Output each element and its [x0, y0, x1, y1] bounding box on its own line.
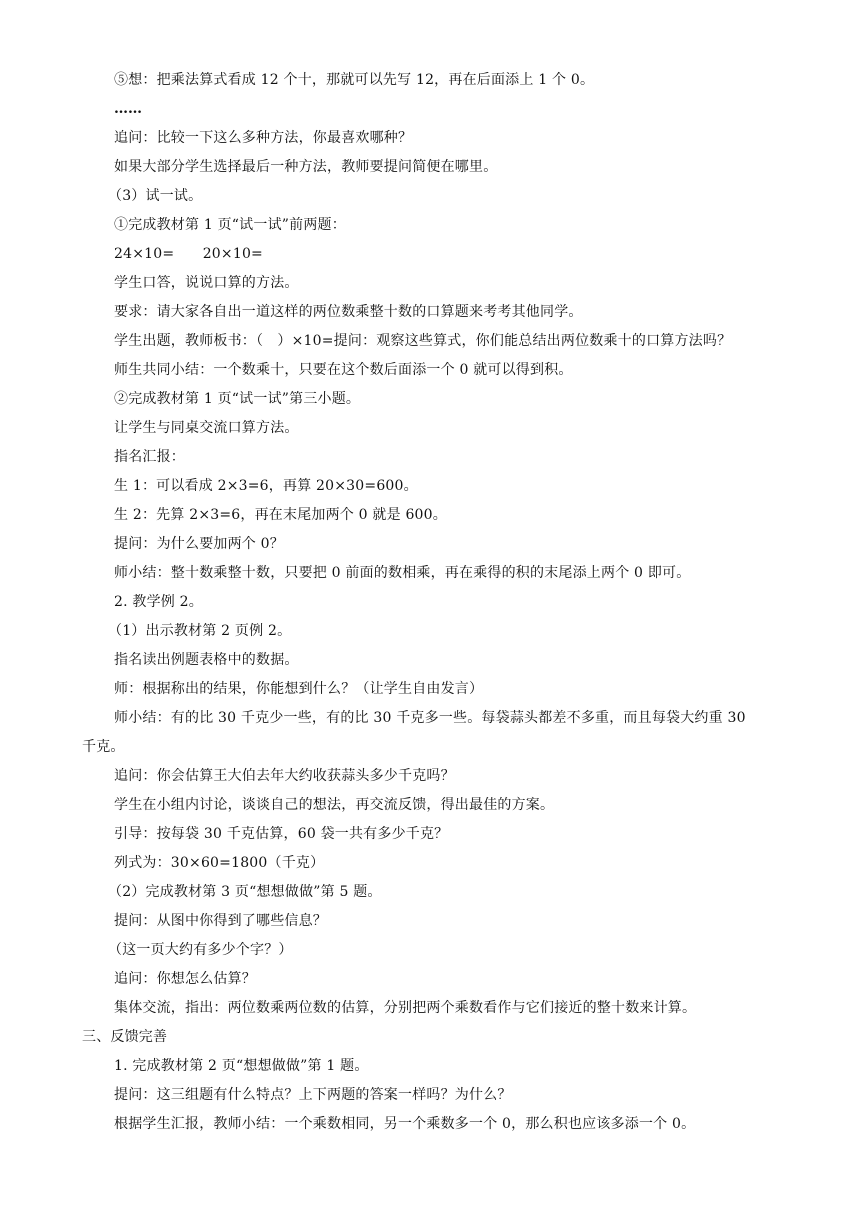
- paragraph-student-2: 生 2：先算 2×3=6，再在末尾加两个 0 就是 600。: [114, 507, 447, 523]
- paragraph-requirement: 要求：请大家各自出一道这样的两位数乘整十数的口算题来考考其他同学。: [114, 304, 583, 320]
- paragraph-features-question: 提问：这三组题有什么特点？上下两题的答案一样吗？为什么？: [114, 1087, 512, 1103]
- paragraph-info-question: 提问：从图中你得到了哪些信息？: [114, 913, 327, 929]
- paragraph-summary-3-cont: 千克。: [82, 739, 125, 755]
- subheading-example-2: （1）出示教材第 2 页例 2。: [108, 623, 292, 639]
- paragraph-task-2: ②完成教材第 1 页“试一试”第三小题。: [114, 391, 361, 407]
- paragraph-task-1: ①完成教材第 1 页“试一试”前两题：: [114, 217, 346, 233]
- paragraph-method-5: ⑤想：把乘法算式看成 12 个十，那就可以先写 12，再在后面添上 1 个 0。: [114, 72, 595, 88]
- paragraph-exercise-1: 1. 完成教材第 2 页“想想做做”第 1 题。: [114, 1058, 369, 1074]
- paragraph-guide: 引导：按每袋 30 千克估算，60 袋一共有多少千克？: [114, 826, 449, 842]
- paragraph-teacher-ask: 师：根据称出的结果，你能想到什么？（让学生自由发言）: [114, 681, 484, 697]
- heading-example-2: 2. 教学例 2。: [114, 594, 203, 610]
- paragraph-collective: 集体交流，指出：两位数乘两位数的估算，分别把两个乘数看作与它们接近的整十数来计算。: [114, 1000, 697, 1016]
- ellipsis-line: ……: [114, 101, 142, 117]
- paragraph-question-zeros: 提问：为什么要加两个 0？: [114, 536, 284, 552]
- paragraph-read-table: 指名读出例题表格中的数据。: [114, 652, 299, 668]
- paragraph-followup-question: 追问：比较一下这么多种方法，你最喜欢哪种？: [114, 130, 413, 146]
- paragraph-equations: 24×10= 20×10=: [114, 246, 263, 262]
- subheading-try: （3）试一试。: [108, 188, 203, 204]
- paragraph-word-count: （这一页大约有多少个字？）: [108, 942, 293, 958]
- paragraph-summary-1: 师生共同小结：一个数乘十，只要在这个数后面添一个 0 就可以得到积。: [114, 362, 573, 378]
- paragraph-report: 指名汇报：: [114, 449, 185, 465]
- paragraph-final-summary: 根据学生汇报，教师小结：一个乘数相同，另一个乘数多一个 0，那么积也应该多添一个 0。: [114, 1116, 696, 1132]
- paragraph-summary-3: 师小结：有的比 30 千克少一些，有的比 30 千克多一些。每袋蒜头都差不多重，而且每袋大约重 30: [114, 710, 746, 726]
- paragraph-followup-estimate: 追问：你会估算王大伯去年大约收获蒜头多少千克吗？: [114, 768, 455, 784]
- paragraph-formula: 列式为：30×60=1800（千克）: [114, 855, 325, 871]
- paragraph-student-1: 生 1：可以看成 2×3=6，再算 20×30=600。: [114, 478, 418, 494]
- section-heading-feedback: 三、反馈完善: [82, 1029, 168, 1045]
- paragraph-student-questions: 学生出题，教师板书：（ ）×10=提问：观察这些算式，你们能总结出两位数乘十的口算方法吗？: [114, 333, 732, 349]
- paragraph-summary-2: 师小结：整十数乘整十数，只要把 0 前面的数相乘，再在乘得的积的末尾添上两个 0 即可。: [114, 565, 691, 581]
- subheading-exercise-5: （2）完成教材第 3 页“想想做做”第 5 题。: [108, 884, 382, 900]
- paragraph-exchange: 让学生与同桌交流口算方法。: [114, 420, 299, 436]
- paragraph-teacher-note: 如果大部分学生选择最后一种方法，教师要提问简便在哪里。: [114, 159, 498, 175]
- paragraph-how-estimate: 追问：你想怎么估算？: [114, 971, 256, 987]
- document-body: [82, 66, 782, 1139]
- paragraph-oral-answer: 学生口答，说说口算的方法。: [114, 275, 299, 291]
- paragraph-group-discuss: 学生在小组内讨论，谈谈自己的想法，再交流反馈，得出最佳的方案。: [114, 797, 555, 813]
